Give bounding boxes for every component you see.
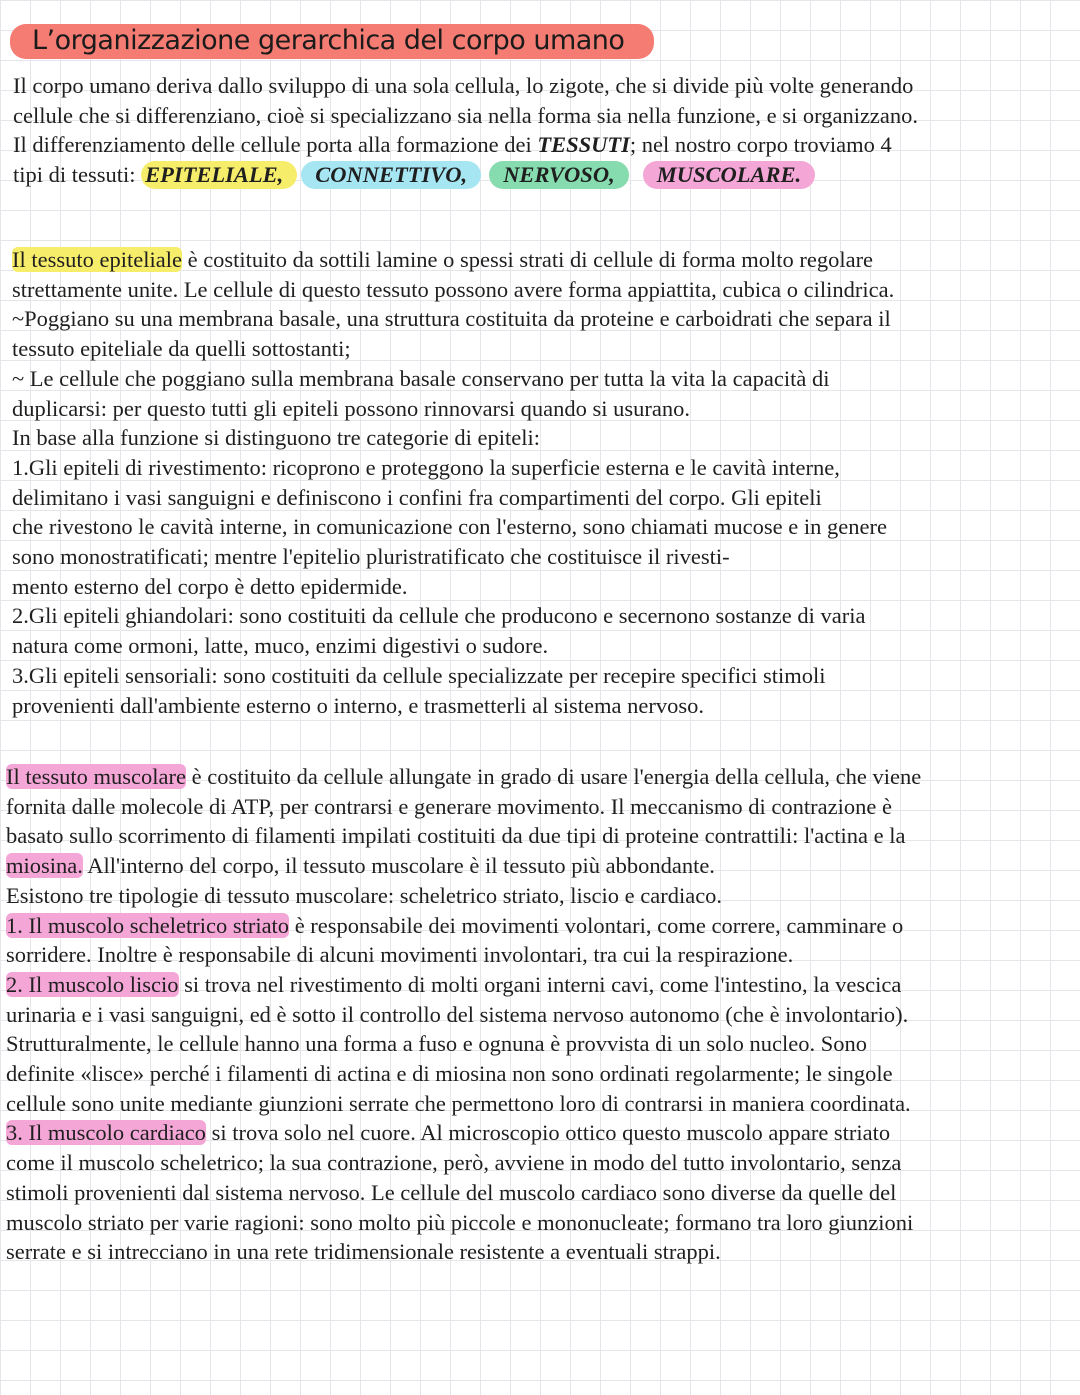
text-line: provenienti dall'ambiente esterno o interno, e trasmetterli al sistema nervoso. [12, 692, 704, 718]
tag-nervoso: NERVOSO, [489, 161, 629, 189]
text-line: cellule sono unite mediante giunzioni serrate che permettono loro di contrarsi in maniera coordinata. [6, 1090, 911, 1116]
text-span: ; nel nostro corpo troviamo 4 [629, 132, 892, 158]
text-span: tipi di tessuti: [13, 162, 136, 188]
text-line: stimoli provenienti dal sistema nervoso. Le cellule del muscolo cardiaco sono diverse da quelle del [6, 1179, 897, 1205]
muscolare-paragraph [6, 762, 1076, 1267]
text-span: è costituito da cellule allungate in grado di usare l'energia della cellula, che viene [185, 764, 922, 789]
text-line: basato sullo scorrimento di filamenti impilati costituiti da due tipi di proteine contrattili: l'actina e la [6, 823, 906, 849]
text-line: 3.Gli epiteli sensoriali: sono costituiti da cellule specializzate per recepire specifici stimoli [12, 662, 826, 688]
text-line: strettamente unite. Le cellule di questo tessuto possono avere forma appiattita, cubica o cilindrica. [12, 276, 895, 302]
text-line: serrate e si intrecciano in una rete tridimensionale resistente a eventuali strappi. [6, 1239, 721, 1265]
text-line: Strutturalmente, le cellule hanno una forma a fuso e ognuna è provvista di un solo nucleo. Sono [6, 1031, 868, 1057]
text-line [6, 970, 1076, 1000]
text-line: ~Poggiano su una membrana basale, una struttura costituita da proteine e carboidrati che separa il [12, 306, 891, 332]
text-line: tessuto epiteliale da quelli sottostanti; [12, 336, 351, 362]
text-line: duplicarsi: per questo tutti gli epiteli possono rinnovarsi quando si usurano. [12, 395, 691, 421]
text-line: sono monostratificati; mentre l'epitelio pluristratificato che costituisce il rivesti- [12, 544, 730, 570]
text-line: 1.Gli epiteli di rivestimento: ricoprono e proteggono la superficie esterna e le cavità interne, [12, 454, 840, 480]
text-span: è costituito da sottili lamine o spessi strati di cellule di forma molto regolare [181, 247, 874, 272]
highlight-miosina: miosina. [6, 853, 83, 879]
text-line: fornita dalle molecole di ATP, per contrarsi e generare movimento. Il meccanismo di contrazione è [6, 793, 892, 819]
highlight-muscolo-liscio: 2. Il muscolo liscio [6, 971, 179, 997]
text-line: urinaria e i vasi sanguigni, ed è sotto il controllo del sistema nervoso autonomo (che è involontario). [6, 1001, 909, 1027]
text-line: delimitano i vasi sanguigni e definiscono i confini fra compartimenti del corpo. Gli epiteli [12, 484, 822, 510]
text-span: Il differenziamento delle cellule porta alla formazione dei [13, 132, 538, 158]
text-line [13, 130, 1075, 160]
text-line: In base alla funzione si distinguono tre categorie di epiteli: [12, 425, 540, 451]
epiteliale-paragraph [12, 245, 1074, 720]
text-line: che rivestono le cavità interne, in comunicazione con l'esterno, sono chiamati mucose e in genere [12, 514, 887, 540]
text-span: si trova nel rivestimento di molti organi interni cavi, come l'intestino, la vescica [178, 971, 902, 997]
highlight-muscolo-cardiaco: 3. Il muscolo cardiaco [6, 1120, 206, 1146]
title-container [10, 24, 654, 59]
text-line: cellule che si differenziano, cioè si specializzano sia nella forma sia nella funzione, e si organizzano. [13, 102, 919, 128]
tag-muscolare: MUSCOLARE. [643, 161, 815, 189]
text-line: mento esterno del corpo è detto epidermide. [12, 573, 408, 599]
text-line: Esistono tre tipologie di tessuto muscolare: scheletrico striato, liscio e cardiaco. [6, 882, 723, 908]
text-line: muscolo striato per varie ragioni: sono molto più piccole e mononucleate; formano tra loro giunzioni [6, 1209, 914, 1235]
tag-connettivo: CONNETTIVO, [301, 161, 481, 189]
tissue-types-line [13, 160, 1075, 190]
highlight-muscolo-scheletrico: 1. Il muscolo scheletrico striato [6, 912, 290, 938]
text-line: 2.Gli epiteli ghiandolari: sono costituiti da cellule che producono e secernono sostanze di varia [12, 603, 866, 629]
text-line: Il corpo umano deriva dallo sviluppo di una sola cellula, lo zigote, che si divide più volte generando [13, 73, 914, 98]
text-span: si trova solo nel cuore. Al microscopio ottico questo muscolo appare striato [205, 1120, 891, 1146]
page-title: L’organizzazione gerarchica del corpo umano [10, 24, 654, 59]
text-line: sorridere. Inoltre è responsabile di alcuni movimenti involontari, tra cui la respirazione. [6, 942, 794, 968]
text-line: definite «lisce» perché i filamenti di actina e di miosina non sono ordinati regolarmente; le singole [6, 1061, 893, 1087]
text-line [6, 851, 1076, 881]
text-line [6, 762, 1076, 792]
intro-paragraph [13, 71, 1075, 190]
text-line [12, 245, 1074, 275]
highlight-tessuto-muscolare: Il tessuto muscolare [6, 764, 186, 789]
text-line: come il muscolo scheletrico; la sua contrazione, però, avviene in modo del tutto involontario, senza [6, 1150, 902, 1176]
text-span: è responsabile dei movimenti volontari, come correre, camminare o [289, 912, 904, 938]
text-line: ~ Le cellule che poggiano sulla membrana basale conservano per tutta la vita la capacità di [12, 365, 830, 391]
text-line [6, 1118, 1076, 1148]
tag-epiteliale: EPITELIALE, [141, 161, 297, 189]
highlight-tessuto-epiteliale: Il tessuto epiteliale [12, 247, 182, 272]
text-line [6, 911, 1076, 941]
text-line: natura come ormoni, latte, muco, enzimi digestivi o sudore. [12, 633, 549, 659]
text-span: All'interno del corpo, il tessuto muscolare è il tessuto più abbondante. [82, 853, 715, 879]
tessuti-keyword: TESSUTI [537, 132, 630, 158]
